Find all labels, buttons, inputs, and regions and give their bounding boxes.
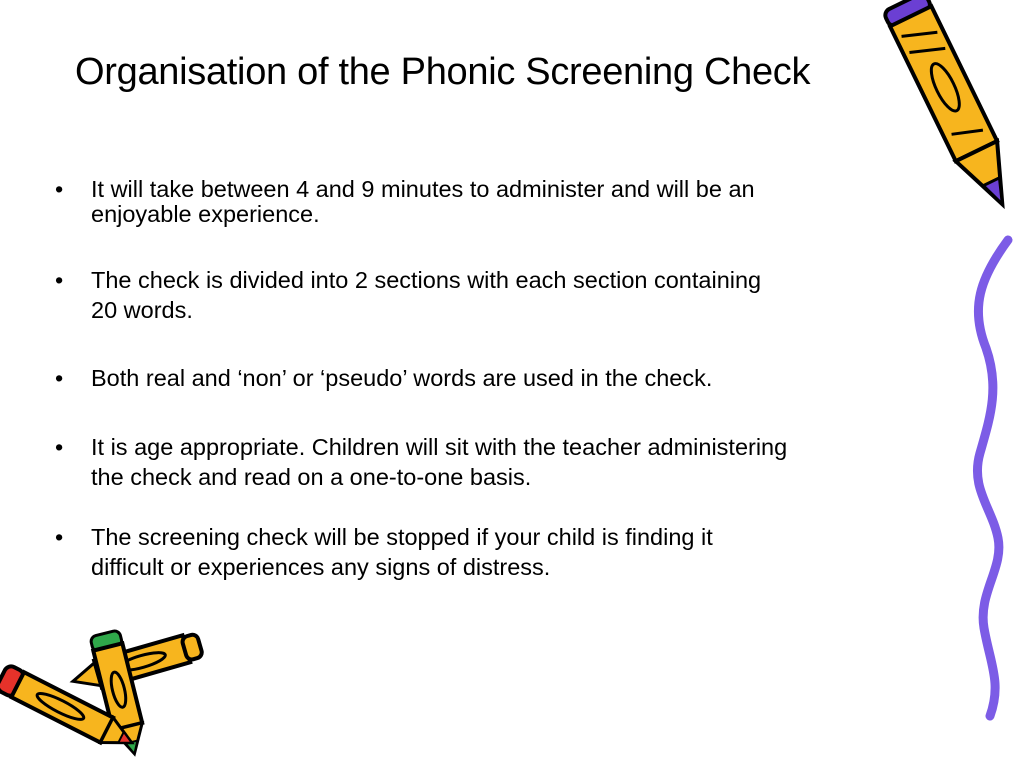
bullet-dot: •	[55, 434, 64, 460]
bullet-dot: •	[55, 267, 64, 293]
bullet-line: enjoyable experience.	[91, 201, 320, 227]
bullet-text	[91, 522, 961, 582]
pencil-icon	[855, 2, 1005, 242]
bullet-line: It is age appropriate. Children will sit with the teacher administering	[91, 434, 788, 460]
bullet-line: Both real and ‘non’ or ‘pseudo’ words are used in the check.	[91, 365, 713, 391]
bullet-line: difficult or experiences any signs of distress.	[91, 554, 551, 580]
bullet-text	[91, 432, 961, 492]
bullet-text	[91, 174, 961, 229]
bullet-line: The screening check will be stopped if your child is finding it	[91, 524, 713, 550]
bullet-text	[91, 363, 961, 393]
bullet-dot: •	[55, 524, 64, 550]
slide-title: Organisation of the Phonic Screening Check	[75, 51, 811, 93]
bullet-line: the check and read on a one-to-one basis.	[91, 464, 532, 490]
bullet-line: The check is divided into 2 sections with each section containing	[91, 267, 762, 293]
pencil-icon	[0, 650, 155, 760]
wavy-border	[968, 238, 1018, 720]
bullet-dot: •	[55, 176, 64, 202]
bullet-text	[91, 265, 961, 325]
bullet-line: 20 words.	[91, 297, 193, 323]
bullet-dot: •	[55, 365, 64, 391]
bullet-line: It will take between 4 and 9 minutes to administer and will be an	[91, 176, 755, 202]
